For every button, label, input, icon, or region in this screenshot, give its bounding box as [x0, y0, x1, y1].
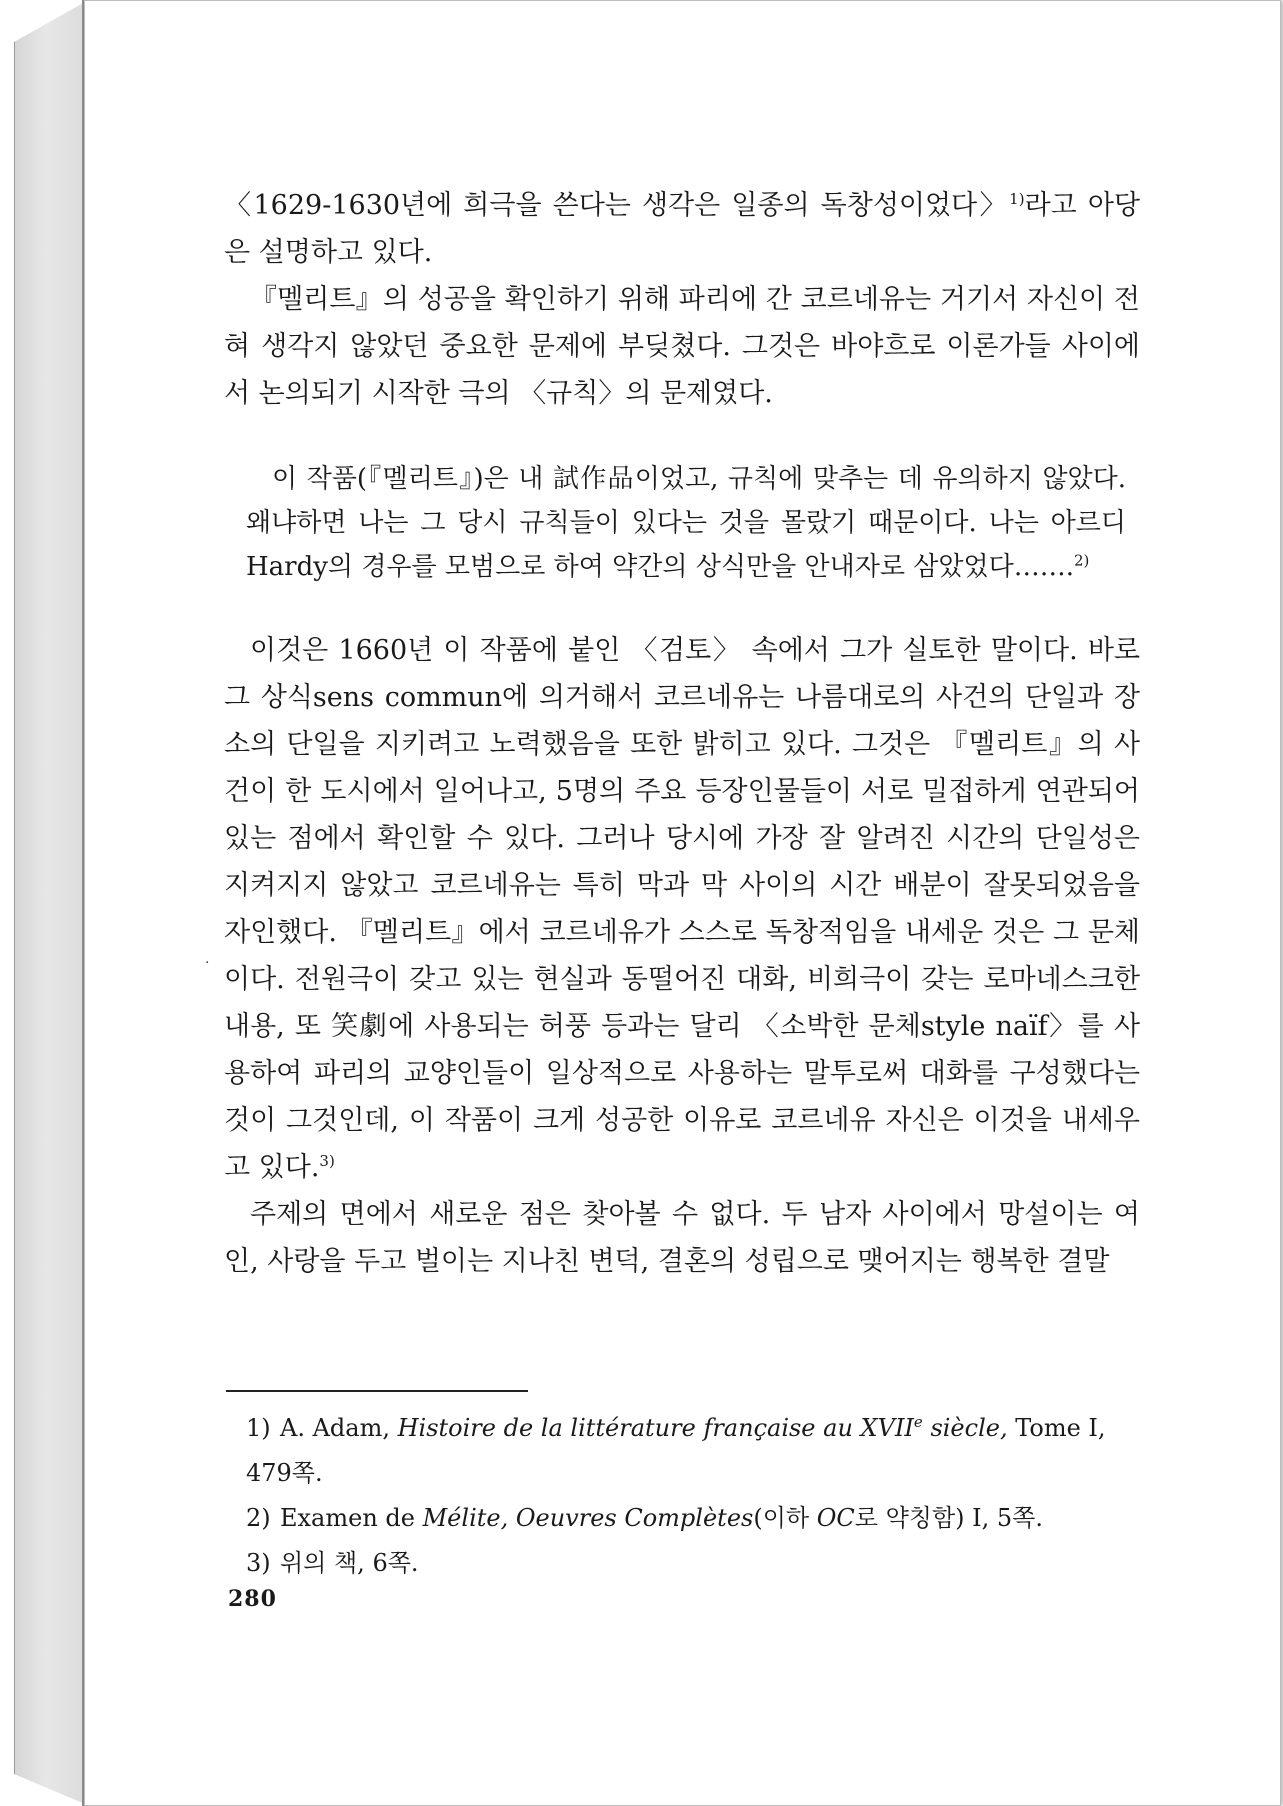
book-spine: [14, 2, 85, 1804]
main-text: 이것은 1660년 이 작품에 붙인 〈검토〉 속에서 그가 실토한 말이다. 바로 그 상식sens commun에 의거해서 코르네유는 나름대로의 사건의 단일과 장소의 단일을 지키려고 노력했음을 또한 밝히고 있다. 그것은 『멜리트』의 사건이 한 도시에서 일어나고, 5명의 주요 등장인물들이 서로 밀접하게 연관되어 있는 점에서 확인할 수 있다. 그러나 당시에 가장 잘 알려진 시간의 단일성은 지켜지지 않았고 코르네유는 특히 막과 막 사이의 시간 배분이 잘못되었음을 자인했다. 『멜리트』에서 코르네유가 스스로 독창적임을 내세운 것은 그 문체이다. 전원극이 갖고 있는 현실과 동떨어진 대화, 비희극이 갖는 로마네스크한 내용, 또 笑劇에 사용되는 허풍 등과는 달리 〈소박한 문체style naïf〉를 사용하여 파리의 교양인들이 일상적으로 사용하는 말투로써 대화를 구성했다는 것이 그것인데, 이 작품이 크게 성공한 이유로 코르네유 자신은 이것을 내세우고 있다.: [224, 635, 1140, 1183]
quote-text: 이 작품(『멜리트』)은 내 試作品이었고, 규칙에 맞추는 데 유의하지 않았다. 왜냐하면 나는 그 당시 규칙들이 있다는 것을 몰랐기 때문이다. 나는 아르디Hardy의 경우를 모범으로 하여 약간의 상식만을 안내자로 삼았었다…….: [246, 464, 1126, 582]
footnote-text: A. Adam,: [280, 1414, 398, 1442]
margin-mark: ·: [205, 955, 210, 971]
footnote-superscript: e: [913, 1413, 923, 1431]
footnote-ref-2[interactable]: 2): [1073, 551, 1090, 570]
footnote-page: Tome Ⅰ, 479쪽.: [246, 1414, 1106, 1487]
footnote-title: Histoire de la littérature française au XVII: [397, 1414, 914, 1442]
footnote-text: 위의 책, 6쪽.: [280, 1549, 419, 1577]
paragraph-main: [224, 627, 1140, 1191]
footnote-text: Examen de: [280, 1504, 423, 1532]
paragraph-melite: 『멜리트』의 성공을 확인하기 위해 파리에 간 코르네유는 거기서 자신이 전혀 생각지 않았던 중요한 문제에 부딪쳤다. 그것은 바야흐로 이론가들 사이에서 논의되기 시작한 극의 〈규칙〉의 문제였다.: [224, 284, 1140, 409]
paragraph-intro: [224, 182, 1140, 276]
intro-text: 라고 아당은 설명하고 있다.: [224, 190, 1140, 268]
body-text: [224, 182, 1140, 1285]
footnote-abbrev: OC: [816, 1504, 855, 1532]
footnote-3: [246, 1541, 1146, 1586]
footnote-text-mid: (이하: [753, 1504, 817, 1532]
footnote-divider: [226, 1390, 528, 1392]
footnote-title: Mélite, Oeuvres Complètes: [422, 1504, 754, 1532]
footnote-1: [246, 1406, 1146, 1496]
block-quote: [246, 457, 1126, 589]
footnote-number: 1): [246, 1414, 271, 1442]
footnote-title-cont: siècle,: [922, 1414, 1008, 1442]
footnote-2: [246, 1496, 1146, 1541]
footnote-number: 3): [246, 1549, 271, 1577]
paragraph-last: 주제의 면에서 새로운 점은 찾아볼 수 없다. 두 남자 사이에서 망설이는 여인, 사랑을 두고 벌이는 지나친 변덕, 결혼의 성립으로 맺어지는 행복한 결말: [224, 1199, 1140, 1277]
footnote-page: 로 약칭함) Ⅰ, 5쪽.: [854, 1504, 1043, 1532]
page-number: 280: [228, 1586, 277, 1612]
footnote-ref-3[interactable]: 3): [319, 1152, 335, 1170]
footnote-number: 2): [246, 1504, 271, 1532]
quote-line: 〈1629-1630년에 희극을 쓴다는 생각은 일종의 독창성이었다〉: [224, 190, 1010, 221]
footnote-ref-1[interactable]: 1): [1009, 190, 1025, 208]
footnotes: [246, 1406, 1146, 1586]
